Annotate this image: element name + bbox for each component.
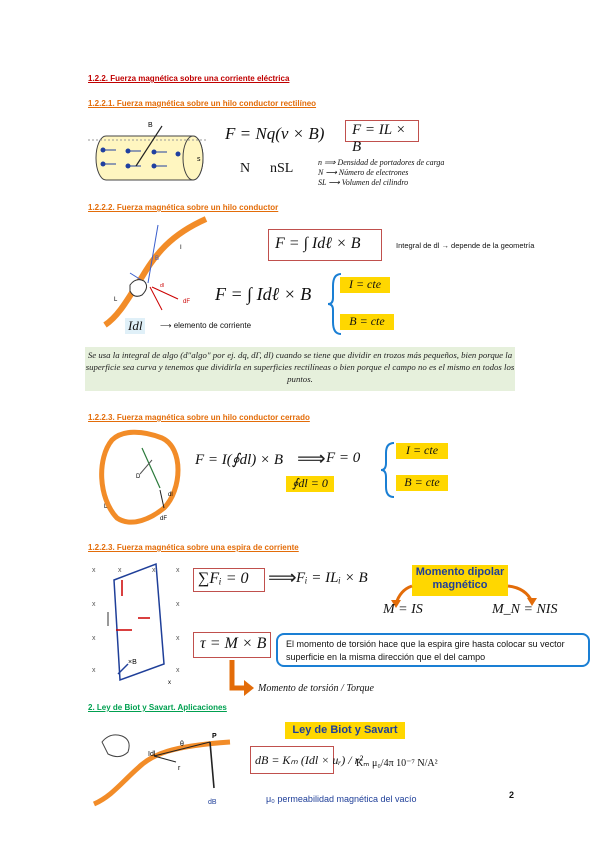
torque-description: El momento de torsión hace que la espira gire hasta colocar su vector superficie en la misma dirección que el del campo: [276, 633, 590, 667]
svg-text:x: x: [176, 667, 180, 674]
cylinder-diagram: [88, 118, 213, 198]
implies-arrow: ⟹: [297, 448, 326, 470]
heading-1-2-2-2: 1.2.2.2. Fuerza magnética sobre un hilo conductor: [88, 203, 279, 212]
label-D: D: [136, 474, 141, 480]
svg-text:x: x: [92, 567, 96, 574]
heading-1-2-2-1: 1.2.2.1. Fuerza magnética sobre un hilo conductor rectilíneo: [88, 99, 317, 108]
label-dB: dB: [208, 799, 217, 806]
loop-diagram: [88, 556, 188, 686]
result-f-zero: F = 0: [326, 450, 361, 466]
biot-savart-diagram: [92, 712, 232, 812]
heading-1-2-2-3-espira: 1.2.2.3. Fuerza magnética sobre una espira de corriente: [88, 543, 299, 552]
svg-text:×B: ×B: [128, 659, 137, 666]
svg-text:x: x: [92, 601, 96, 608]
implies-arrow-2: ⟹: [268, 567, 297, 589]
sum-forces-box: ∑Fᵢ = 0: [193, 568, 265, 592]
subst-N: N: [240, 161, 251, 176]
label-B: B: [148, 122, 153, 129]
label-L: L: [104, 504, 108, 510]
formula-box-integral: F = ∫ Idℓ × B: [268, 229, 382, 261]
svg-text:dF: dF: [183, 299, 191, 305]
svg-text:I: I: [180, 245, 182, 251]
svg-text:x: x: [176, 601, 180, 608]
svg-text:x: x: [118, 567, 122, 574]
mn-formula: M_N = NIS: [492, 602, 558, 617]
page-number: 2: [509, 790, 515, 800]
conductor-diagram: [100, 215, 212, 330]
svg-text:x: x: [92, 667, 96, 674]
label-theta: θ: [180, 741, 184, 748]
svg-text:dl: dl: [160, 283, 164, 289]
label-dF: dF: [160, 516, 168, 522]
formula-box-ilb: F = IL × B: [345, 120, 419, 142]
m-formula: M = IS: [383, 602, 423, 617]
mu0-definition: μ₀ permeabilidad magnética del vacío: [266, 794, 417, 804]
idl-label: Idl: [125, 318, 145, 334]
svg-text:x: x: [176, 635, 180, 642]
torque-arrow: [226, 660, 256, 700]
formula-integral-main: F = ∫ Idℓ × B: [215, 284, 312, 304]
cond-i-cte-2: I = cte: [396, 443, 448, 459]
label-r: r: [178, 765, 181, 772]
dipole-moment-box: Momento dipolar magnético: [412, 565, 508, 596]
km-constant: Kₘ μ₀/4π 10⁻⁷ N/A²: [356, 758, 438, 769]
cond-i-cte: I = cte: [340, 277, 390, 293]
cond-b-cte: B = cte: [340, 314, 394, 330]
subst-nSL: nSL: [270, 161, 294, 176]
svg-text:B: B: [155, 256, 160, 262]
heading-1-2-2: 1.2.2. Fuerza magnética sobre una corriente eléctrica: [88, 74, 290, 83]
heading-1-2-2-3: 1.2.2.3. Fuerza magnética sobre un hilo conductor cerrado: [88, 413, 310, 422]
label-P: P: [212, 733, 217, 740]
svg-text:x: x: [176, 567, 180, 574]
svg-text:x: x: [152, 567, 156, 574]
torque-label: Momento de torsión / Torque: [258, 683, 374, 694]
legend-definitions: n ⟹ Densidad de portadores de carga N ⟶ Número de electrones SL ⟶ Volumen del cilindro: [318, 158, 445, 187]
biot-formula-box: dB = Kₘ (Idl × uᵣ) / r²: [250, 746, 334, 774]
heading-2: 2. Ley de Biot y Savart. Aplicaciones: [88, 703, 227, 712]
formula-closed: F = I(∮dl) × B: [195, 452, 284, 468]
svg-text:L: L: [114, 297, 118, 303]
label-idl: Idl: [148, 751, 156, 758]
integral-note: Integral de dl → depende de la geometría: [396, 241, 535, 250]
brace-2: [380, 441, 396, 499]
cond-b-cte-2: B = cte: [396, 475, 448, 491]
biot-savart-title: Ley de Biot y Savart: [285, 722, 405, 739]
formula-nqvb: F = Nq(v × B): [225, 124, 325, 143]
svg-text:x: x: [92, 635, 96, 642]
torque-box: τ = M × B: [193, 632, 271, 658]
force-formula: Fᵢ = ILᵢ × B: [296, 570, 368, 586]
svg-text:x: x: [168, 680, 171, 686]
elemento-corriente-label: ⟶ elemento de corriente: [160, 321, 252, 330]
label-dl: dl: [168, 492, 173, 498]
closed-loop-diagram: [92, 428, 192, 528]
closed-integral-zero: ∮dl = 0: [286, 476, 334, 492]
integral-explanation: Se usa la integral de algo (d"algo" por ej. dq, dΓ, dl) cuando se tiene que dividir en trozos más pequeños, bien porque la superficie sea curva y tenemos que dividirla en superficies rectilíneas o bien porque el campo no es el mismo en todos los puntos.: [85, 347, 515, 391]
label-s: s: [197, 156, 201, 163]
